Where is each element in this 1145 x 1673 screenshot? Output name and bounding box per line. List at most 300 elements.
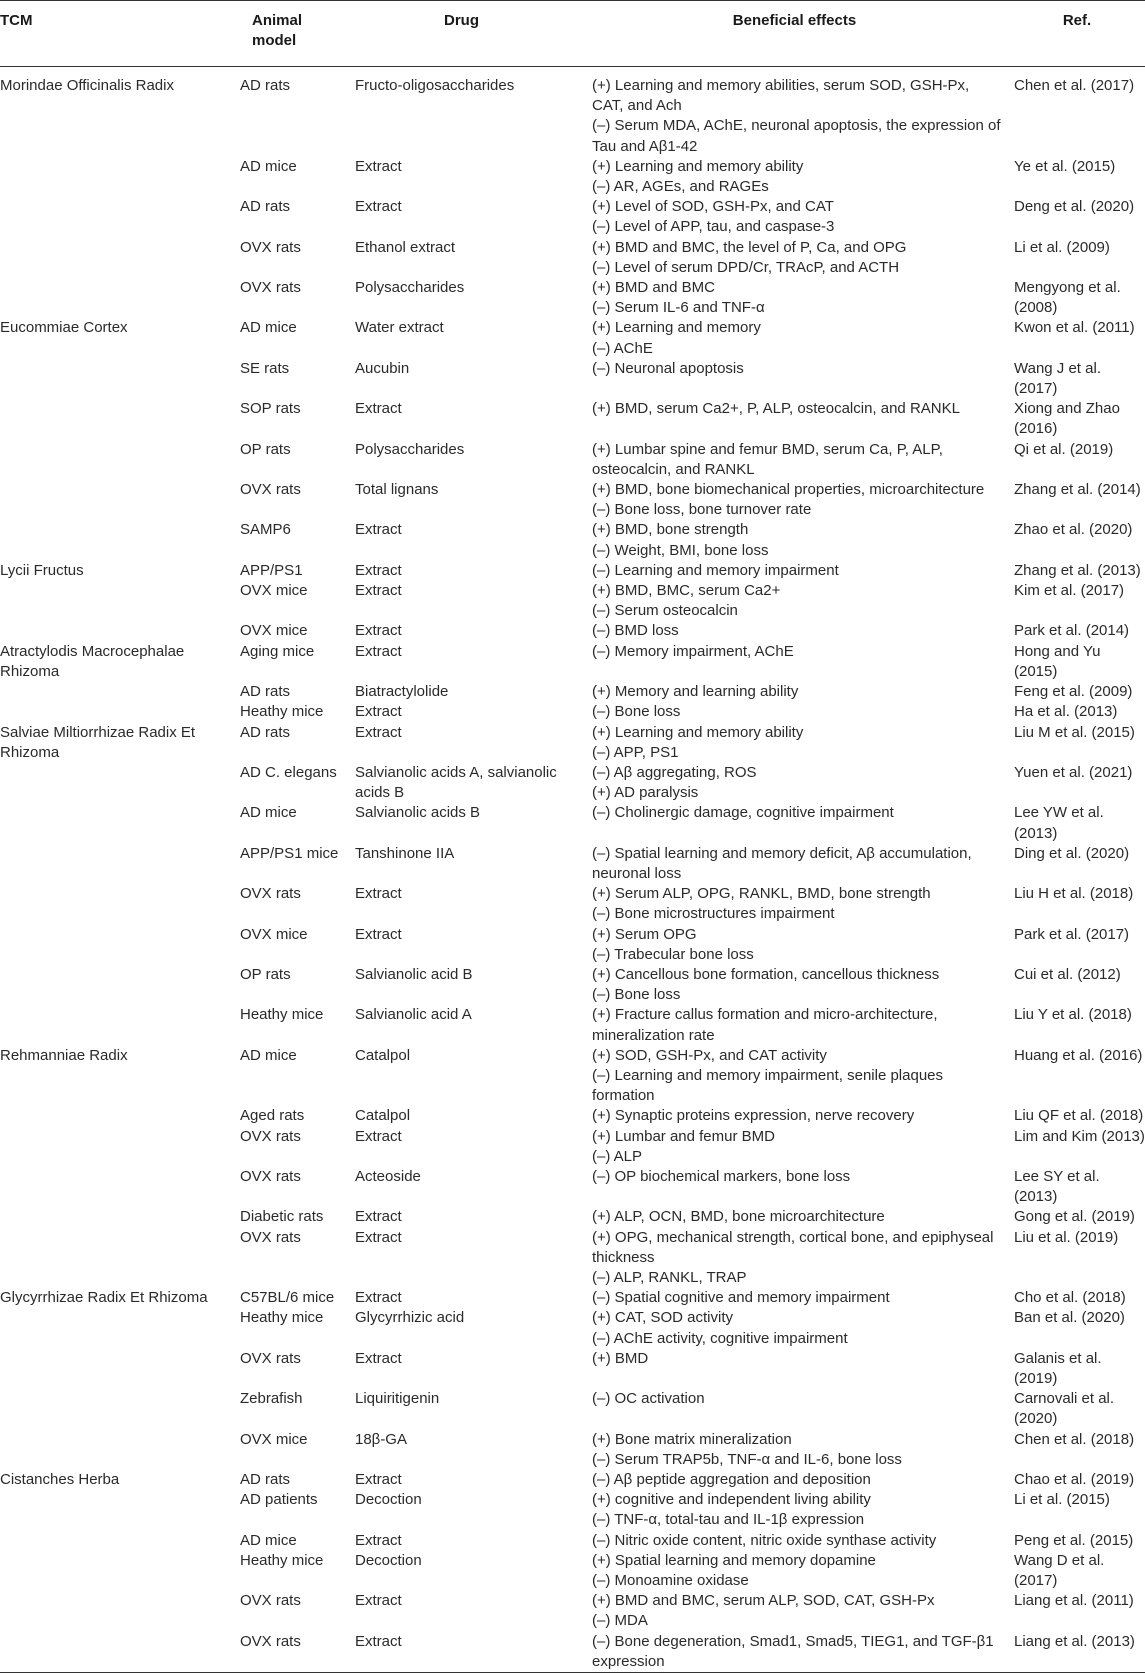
cell-ref: Liang et al. (2013) <box>1014 1632 1135 1650</box>
cell-animal-model: SE rats <box>240 359 290 377</box>
effect-line: (+) Learning and memory abilities, serum SOD, GSH-Px, CAT, and Ach <box>592 77 970 115</box>
cell-animal-model: OVX rats <box>240 1349 301 1367</box>
cell-tcm <box>0 1591 232 1631</box>
effect-line: (–) Monoamine oxidase <box>592 1572 749 1590</box>
cell-animal-model: Heathy mice <box>240 1006 324 1024</box>
effect-line: (–) Serum osteocalcin <box>592 602 738 620</box>
cell-tcm <box>0 884 232 924</box>
cell-beneficial-effects <box>580 561 1009 581</box>
cell-beneficial-effects <box>580 1490 1009 1530</box>
effect-line: (–) APP, PS1 <box>592 743 679 761</box>
cell-ref: Liang et al. (2011) <box>1014 1592 1134 1610</box>
effect-line: (–) Spatial cognitive and memory impairment <box>592 1289 890 1307</box>
table-row <box>0 157 1145 197</box>
table-row <box>0 1430 1145 1470</box>
table-row <box>0 965 1145 1005</box>
table-row <box>0 702 1145 722</box>
table-row <box>0 925 1145 965</box>
cell-tcm: Rehmanniae Radix <box>0 1046 128 1064</box>
table-row <box>0 844 1145 884</box>
effect-line: (–) Bone loss <box>592 986 681 1004</box>
cell-beneficial-effects <box>580 1632 1009 1673</box>
effect-line: (–) Weight, BMI, bone loss <box>592 541 769 559</box>
effect-line: (–) AR, AGEs, and RAGEs <box>592 178 769 196</box>
cell-animal-model: SOP rats <box>240 400 301 418</box>
effect-line: (+) Bone matrix mineralization <box>592 1430 792 1448</box>
table-row <box>0 1490 1145 1530</box>
cell-drug: Acteoside <box>355 1167 421 1185</box>
cell-beneficial-effects <box>580 520 1009 560</box>
cell-animal-model: OVX rats <box>240 238 301 256</box>
cell-beneficial-effects <box>580 399 1009 439</box>
table-body <box>0 67 1145 1673</box>
cell-ref: Mengyong et al. (2008) <box>1014 279 1121 317</box>
cell-ref: Kim et al. (2017) <box>1014 582 1125 600</box>
cell-beneficial-effects <box>580 621 1009 641</box>
cell-drug: Extract <box>355 157 402 175</box>
cell-beneficial-effects <box>580 723 1009 763</box>
cell-beneficial-effects <box>580 1106 1009 1126</box>
table-row <box>0 621 1145 641</box>
cell-drug: Salvianolic acids B <box>355 804 481 822</box>
effect-line: (+) BMD <box>592 1349 649 1367</box>
cell-tcm <box>0 440 232 480</box>
cell-beneficial-effects <box>580 1228 1009 1289</box>
table-row <box>0 642 1145 682</box>
effect-line: (–) ALP <box>592 1147 643 1165</box>
cell-tcm <box>0 1349 232 1389</box>
cell-animal-model: APP/PS1 mice <box>240 844 339 862</box>
cell-drug: Extract <box>355 1531 402 1549</box>
cell-beneficial-effects <box>580 480 1009 520</box>
effect-line: (–) Memory impairment, AChE <box>592 642 794 660</box>
cell-animal-model: AD rats <box>240 723 291 741</box>
cell-animal-model: AD rats <box>240 683 291 701</box>
cell-ref: Chao et al. (2019) <box>1014 1471 1135 1489</box>
effect-line: (–) Spatial learning and memory deficit, Aβ accumulation, neuronal loss <box>592 844 972 882</box>
cell-tcm <box>0 1005 232 1045</box>
cell-tcm <box>0 1632 232 1673</box>
table-row <box>0 1106 1145 1126</box>
cell-drug: Salvianolic acid A <box>355 1006 472 1024</box>
cell-animal-model: APP/PS1 <box>240 561 303 579</box>
cell-ref: Hong and Yu (2015) <box>1014 642 1101 680</box>
effect-line: (+) Fracture callus formation and micro-architecture, mineralization rate <box>592 1006 938 1044</box>
cell-tcm <box>0 1531 232 1551</box>
cell-animal-model: OVX rats <box>240 1632 301 1650</box>
effect-line: (–) Learning and memory impairment <box>592 561 839 579</box>
cell-tcm: Glycyrrhizae Radix Et Rhizoma <box>0 1289 208 1307</box>
table-row <box>0 1591 1145 1631</box>
cell-beneficial-effects <box>580 318 1009 358</box>
cell-animal-model: OVX rats <box>240 279 301 297</box>
cell-drug: Biatractylolide <box>355 683 449 701</box>
table-row <box>0 884 1145 924</box>
table-row <box>0 1389 1145 1429</box>
table-row <box>0 480 1145 520</box>
cell-drug: Extract <box>355 703 402 721</box>
effect-line: (–) Bone loss <box>592 703 681 721</box>
table-row <box>0 803 1145 843</box>
effect-line: (+) BMD, serum Ca2+, P, ALP, osteocalcin, and RANKL <box>592 400 960 418</box>
header-animal-model: Animal model <box>252 12 303 49</box>
cell-beneficial-effects <box>580 359 1009 399</box>
effect-line: (+) Serum ALP, OPG, RANKL, BMD, bone strength <box>592 885 931 903</box>
header-drug: Drug <box>444 12 479 29</box>
cell-drug: Extract <box>355 1471 402 1489</box>
cell-ref: Park et al. (2017) <box>1014 925 1130 943</box>
cell-tcm <box>0 1430 232 1470</box>
cell-beneficial-effects <box>580 884 1009 924</box>
cell-tcm <box>0 621 232 641</box>
cell-animal-model: OVX rats <box>240 1592 301 1610</box>
effect-line: (–) MDA <box>592 1612 648 1630</box>
table-row <box>0 359 1145 399</box>
cell-animal-model: OP rats <box>240 965 291 983</box>
effect-line: (–) Bone microstructures impairment <box>592 905 835 923</box>
cell-tcm <box>0 238 232 278</box>
cell-beneficial-effects <box>580 1046 1009 1107</box>
table-row <box>0 1349 1145 1389</box>
cell-tcm: Morindae Officinalis Radix <box>0 77 174 94</box>
cell-beneficial-effects <box>580 1389 1009 1429</box>
cell-tcm <box>0 1207 232 1227</box>
cell-animal-model: AD rats <box>240 1471 291 1489</box>
cell-ref: Liu M et al. (2015) <box>1014 723 1135 741</box>
effect-line: (–) Level of serum DPD/Cr, TRAcP, and ACTH <box>592 258 900 276</box>
cell-animal-model: Diabetic rats <box>240 1208 324 1226</box>
cell-ref: Chen et al. (2018) <box>1014 1430 1135 1448</box>
effect-line: (+) cognitive and independent living ability <box>592 1491 871 1509</box>
cell-drug: Extract <box>355 885 402 903</box>
header-ref: Ref. <box>1062 12 1092 29</box>
cell-beneficial-effects <box>580 844 1009 884</box>
cell-ref: Zhao et al. (2020) <box>1014 521 1133 539</box>
effect-line: (+) BMD and BMC, the level of P, Ca, and OPG <box>592 238 907 256</box>
cell-drug: Salvianolic acids A, salvianolic acids B <box>355 763 557 802</box>
cell-beneficial-effects <box>580 1531 1009 1551</box>
cell-animal-model: OVX rats <box>240 885 301 903</box>
cell-tcm <box>0 965 232 1005</box>
cell-tcm <box>0 157 232 197</box>
effect-line: (–) TNF-α, total-tau and IL-1β expression <box>592 1511 865 1529</box>
cell-beneficial-effects <box>580 1005 1009 1045</box>
cell-tcm <box>0 763 232 803</box>
effect-line: (–) ALP, RANKL, TRAP <box>592 1268 747 1286</box>
cell-ref: Lee SY et al. (2013) <box>1014 1167 1100 1206</box>
cell-drug: Fructo-oligosaccharides <box>355 77 515 94</box>
effect-line: (+) BMD, BMC, serum Ca2+ <box>592 582 781 600</box>
cell-drug: Extract <box>355 521 402 539</box>
table-row <box>0 318 1145 358</box>
cell-drug: Total lignans <box>355 481 439 499</box>
cell-drug: Extract <box>355 561 402 579</box>
table-row <box>0 1207 1145 1227</box>
cell-tcm <box>0 682 232 702</box>
cell-ref: Liu et al. (2019) <box>1014 1228 1119 1246</box>
cell-drug: Extract <box>355 925 402 943</box>
effect-line: (+) Lumbar and femur BMD <box>592 1127 775 1145</box>
cell-drug: Extract <box>355 723 402 741</box>
cell-tcm <box>0 1228 232 1289</box>
cell-ref: Ban et al. (2020) <box>1014 1309 1125 1327</box>
cell-beneficial-effects <box>580 1207 1009 1227</box>
cell-tcm <box>0 844 232 884</box>
effect-line: (–) Level of APP, tau, and caspase-3 <box>592 218 835 236</box>
cell-beneficial-effects <box>580 197 1009 237</box>
cell-animal-model: AD rats <box>240 198 291 216</box>
cell-drug: Extract <box>355 1127 402 1145</box>
cell-tcm <box>0 399 232 439</box>
table-row <box>0 399 1145 439</box>
cell-beneficial-effects <box>580 238 1009 278</box>
effect-line: (–) Serum IL-6 and TNF-α <box>592 299 765 317</box>
cell-ref: Liu QF et al. (2018) <box>1014 1107 1144 1125</box>
cell-animal-model: AD mice <box>240 157 297 175</box>
table-row <box>0 1632 1145 1673</box>
cell-animal-model: Heathy mice <box>240 1551 324 1569</box>
cell-tcm <box>0 197 232 237</box>
effect-line: (–) OP biochemical markers, bone loss <box>592 1167 851 1185</box>
effect-line: (–) BMD loss <box>592 622 679 640</box>
table-row <box>0 1288 1145 1308</box>
effect-line: (+) Learning and memory ability <box>592 157 804 175</box>
cell-drug: Extract <box>355 582 402 600</box>
cell-drug: Extract <box>355 1228 402 1246</box>
cell-animal-model: Aged rats <box>240 1107 305 1125</box>
cell-beneficial-effects <box>580 763 1009 803</box>
table-row <box>0 1551 1145 1591</box>
cell-tcm <box>0 359 232 399</box>
effect-line: (–) Neuronal apoptosis <box>592 359 744 377</box>
effect-line: (+) BMD, bone biomechanical properties, microarchitecture <box>592 481 985 499</box>
cell-tcm: Salviae Miltiorrhizae Radix Et Rhizoma <box>0 723 196 761</box>
cell-tcm: Eucommiae Cortex <box>0 319 128 337</box>
cell-animal-model: AD mice <box>240 319 297 337</box>
effect-line: (–) AChE <box>592 339 653 357</box>
effect-line: (–) Aβ peptide aggregation and deposition <box>592 1471 871 1489</box>
cell-ref: Feng et al. (2009) <box>1014 683 1133 701</box>
cell-ref: Zhang et al. (2013) <box>1014 561 1141 579</box>
cell-animal-model: AD rats <box>240 77 291 94</box>
cell-drug: Extract <box>355 400 402 418</box>
cell-tcm <box>0 702 232 722</box>
cell-drug: Glycyrrhizic acid <box>355 1309 465 1327</box>
table-row <box>0 440 1145 480</box>
cell-ref: Galanis et al. (2019) <box>1014 1349 1102 1387</box>
cell-ref: Cui et al. (2012) <box>1014 965 1121 983</box>
effect-line: (–) AChE activity, cognitive impairment <box>592 1329 848 1347</box>
table-row <box>0 520 1145 560</box>
table-row <box>0 1005 1145 1045</box>
cell-beneficial-effects <box>580 67 1009 157</box>
cell-beneficial-effects <box>580 1551 1009 1591</box>
cell-animal-model: C57BL/6 mice <box>240 1289 335 1307</box>
cell-drug: Extract <box>355 1592 402 1610</box>
cell-animal-model: OVX rats <box>240 481 301 499</box>
cell-animal-model: OVX rats <box>240 1167 301 1185</box>
effect-line: (–) Serum MDA, AChE, neuronal apoptosis, the expression of Tau and Aβ1-42 <box>592 117 1001 155</box>
cell-animal-model: Zebrafish <box>240 1390 303 1408</box>
cell-drug: Extract <box>355 1632 402 1650</box>
cell-ref: Liu H et al. (2018) <box>1014 885 1134 903</box>
cell-ref: Ding et al. (2020) <box>1014 844 1130 862</box>
table-row <box>0 1470 1145 1490</box>
cell-tcm <box>0 1551 232 1591</box>
cell-drug: Catalpol <box>355 1107 411 1125</box>
cell-tcm <box>0 581 232 621</box>
cell-drug: Tanshinone IIA <box>355 844 455 862</box>
cell-beneficial-effects <box>580 965 1009 1005</box>
cell-ref: Liu Y et al. (2018) <box>1014 1006 1132 1024</box>
cell-ref: Huang et al. (2016) <box>1014 1046 1143 1064</box>
cell-ref: Li et al. (2009) <box>1014 238 1110 256</box>
effect-line: (+) BMD and BMC, serum ALP, SOD, CAT, GSH-Px <box>592 1592 935 1610</box>
cell-tcm: Atractylodis Macrocephalae Rhizoma <box>0 642 185 680</box>
effect-line: (–) Nitric oxide content, nitric oxide synthase activity <box>592 1531 937 1549</box>
cell-drug: Decoction <box>355 1551 422 1569</box>
cell-tcm <box>0 1167 232 1207</box>
effect-line: (+) CAT, SOD activity <box>592 1309 733 1327</box>
cell-ref: Wang D et al. (2017) <box>1014 1551 1105 1590</box>
cell-tcm <box>0 480 232 520</box>
cell-ref: Yuen et al. (2021) <box>1014 763 1133 781</box>
effect-line: (+) Level of SOD, GSH-Px, and CAT <box>592 198 834 216</box>
effect-line: (+) Learning and memory <box>592 319 761 337</box>
cell-beneficial-effects <box>580 702 1009 722</box>
cell-animal-model: OVX mice <box>240 925 308 943</box>
cell-animal-model: AD mice <box>240 1531 297 1549</box>
cell-beneficial-effects <box>580 803 1009 843</box>
table-row <box>0 1046 1145 1107</box>
effect-line: (–) Trabecular bone loss <box>592 945 754 963</box>
cell-ref: Wang J et al. (2017) <box>1014 359 1101 398</box>
cell-ref: Lim and Kim (2013) <box>1014 1127 1145 1145</box>
table-row <box>0 682 1145 702</box>
cell-animal-model: Heathy mice <box>240 1309 324 1327</box>
cell-beneficial-effects <box>580 925 1009 965</box>
cell-tcm <box>0 1127 232 1167</box>
cell-animal-model: Heathy mice <box>240 703 324 721</box>
cell-beneficial-effects <box>580 157 1009 197</box>
cell-tcm <box>0 1490 232 1530</box>
cell-beneficial-effects <box>580 1430 1009 1470</box>
table-row <box>0 763 1145 803</box>
cell-drug: Catalpol <box>355 1046 411 1064</box>
cell-beneficial-effects <box>580 581 1009 621</box>
table-row <box>0 581 1145 621</box>
effect-line: (–) OC activation <box>592 1390 705 1408</box>
effect-line: (+) Learning and memory ability <box>592 723 804 741</box>
cell-drug: 18β-GA <box>355 1430 407 1448</box>
cell-drug: Salvianolic acid B <box>355 965 473 983</box>
effect-line: (+) Lumbar spine and femur BMD, serum Ca, P, ALP, osteocalcin, and RANKL <box>592 440 943 478</box>
cell-ref: Qi et al. (2019) <box>1014 440 1114 458</box>
cell-beneficial-effects <box>580 1591 1009 1631</box>
cell-drug: Ethanol extract <box>355 238 456 256</box>
table-row <box>0 1167 1145 1207</box>
cell-animal-model: OVX rats <box>240 1228 301 1246</box>
table-header <box>0 1 1145 67</box>
cell-ref: Park et al. (2014) <box>1014 622 1130 640</box>
cell-ref: Zhang et al. (2014) <box>1014 481 1141 499</box>
cell-beneficial-effects <box>580 1127 1009 1167</box>
effect-line: (+) Serum OPG <box>592 925 697 943</box>
cell-tcm <box>0 1308 232 1348</box>
cell-animal-model: SAMP6 <box>240 521 291 539</box>
cell-tcm: Lycii Fructus <box>0 561 84 579</box>
effect-line: (+) Cancellous bone formation, cancellous thickness <box>592 965 940 983</box>
table-row <box>0 1308 1145 1348</box>
effect-line: (+) BMD, bone strength <box>592 521 749 539</box>
cell-drug: Polysaccharides <box>355 279 465 297</box>
effect-line: (–) Bone degeneration, Smad1, Smad5, TIEG1, and TGF-β1 expression <box>592 1632 994 1670</box>
cell-ref: Lee YW et al. (2013) <box>1014 804 1104 842</box>
effect-line: (+) Synaptic proteins expression, nerve recovery <box>592 1107 915 1125</box>
cell-animal-model: OVX mice <box>240 1430 308 1448</box>
table-row <box>0 197 1145 237</box>
header-tcm: TCM <box>0 12 33 29</box>
cell-animal-model: AD mice <box>240 804 297 822</box>
table-row <box>0 561 1145 581</box>
cell-tcm <box>0 520 232 560</box>
cell-animal-model: AD C. elegans <box>240 763 337 781</box>
cell-animal-model: Aging mice <box>240 642 315 660</box>
table-row <box>0 1228 1145 1289</box>
cell-tcm <box>0 1389 232 1429</box>
effect-line: (–) Serum TRAP5b, TNF-α and IL-6, bone loss <box>592 1450 902 1468</box>
cell-drug: Aucubin <box>355 359 410 377</box>
table-row <box>0 278 1145 318</box>
cell-drug: Water extract <box>355 319 444 337</box>
cell-tcm <box>0 278 232 318</box>
effect-line: (+) ALP, OCN, BMD, bone microarchitecture <box>592 1208 885 1226</box>
cell-beneficial-effects <box>580 1167 1009 1207</box>
cell-animal-model: AD patients <box>240 1491 318 1509</box>
cell-animal-model: OVX mice <box>240 622 308 640</box>
cell-drug: Polysaccharides <box>355 440 465 458</box>
effect-line: (–) Bone loss, bone turnover rate <box>592 501 812 519</box>
table-row <box>0 1531 1145 1551</box>
cell-ref: Deng et al. (2020) <box>1014 198 1135 216</box>
table-row <box>0 1127 1145 1167</box>
cell-animal-model: OP rats <box>240 440 291 458</box>
cell-ref: Gong et al. (2019) <box>1014 1208 1135 1226</box>
cell-drug: Decoction <box>355 1491 422 1509</box>
cell-ref: Ha et al. (2013) <box>1014 703 1118 721</box>
table-row <box>0 238 1145 278</box>
cell-drug: Extract <box>355 198 402 216</box>
cell-animal-model: OVX rats <box>240 1127 301 1145</box>
cell-tcm <box>0 803 232 843</box>
cell-tcm: Cistanches Herba <box>0 1471 120 1489</box>
cell-beneficial-effects <box>580 1288 1009 1308</box>
cell-ref: Cho et al. (2018) <box>1014 1289 1126 1307</box>
cell-beneficial-effects <box>580 1470 1009 1490</box>
cell-drug: Extract <box>355 1289 402 1307</box>
effect-line: (+) Memory and learning ability <box>592 683 799 701</box>
header-beneficial-effects: Beneficial effects <box>732 12 857 29</box>
table-row <box>0 723 1145 763</box>
effect-line: (+) BMD and BMC <box>592 279 715 297</box>
effect-line: (–) Cholinergic damage, cognitive impairment <box>592 804 894 822</box>
cell-ref: Chen et al. (2017) <box>1014 77 1135 94</box>
effect-line: (+) SOD, GSH-Px, and CAT activity <box>592 1046 827 1064</box>
effect-line: (–) Aβ aggregating, ROS <box>592 763 757 781</box>
cell-ref: Kwon et al. (2011) <box>1014 319 1135 337</box>
cell-ref: Carnovali et al. (2020) <box>1014 1390 1115 1428</box>
cell-drug: Liquiritigenin <box>355 1390 440 1408</box>
